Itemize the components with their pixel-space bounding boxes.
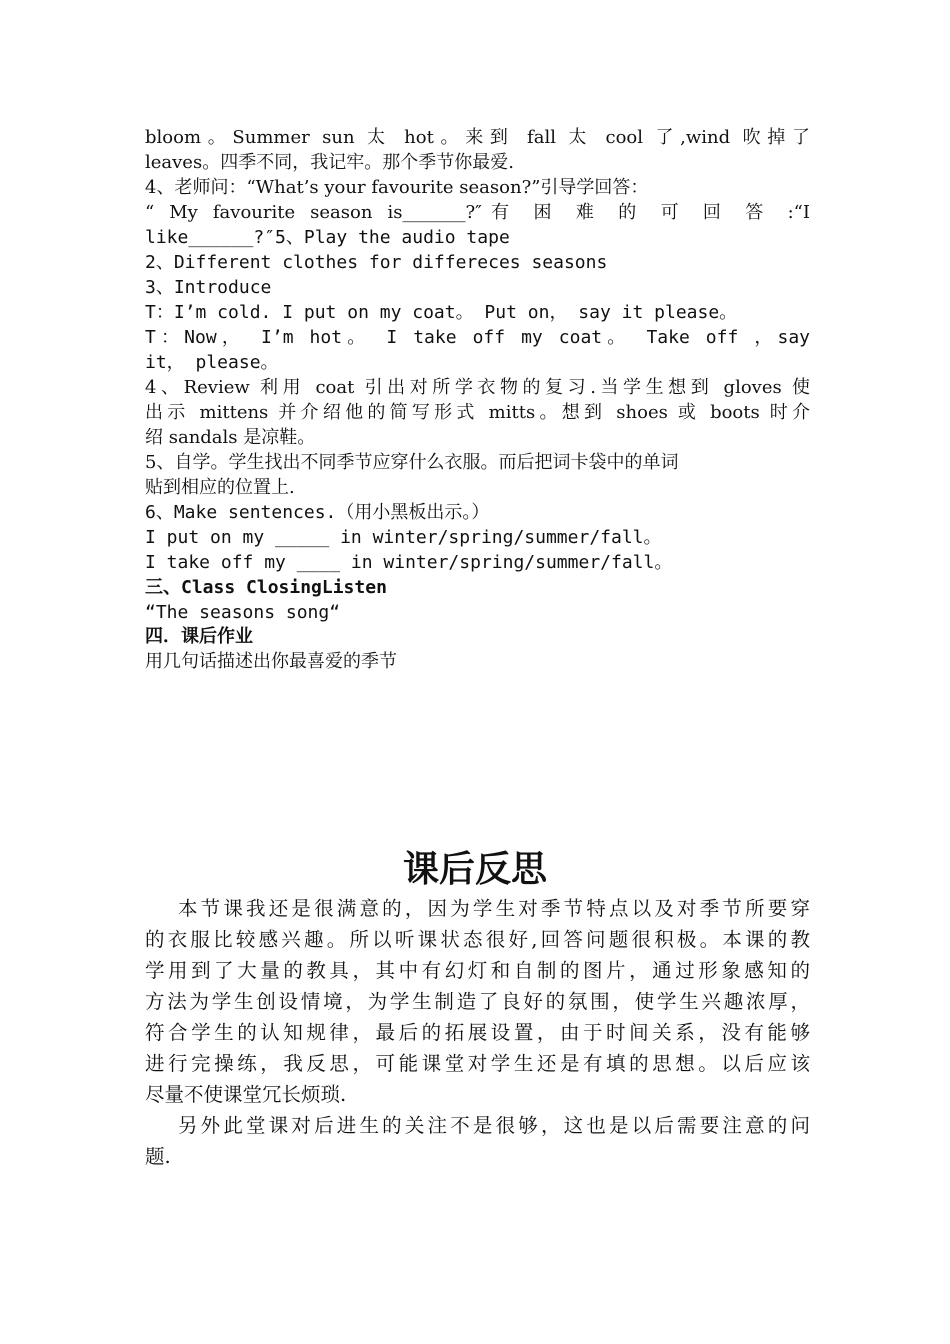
reflection-line: 另外此堂课对后进生的关注不是很够，这也是以后需要注意的问 xyxy=(178,1114,810,1137)
lesson-line: “ My favourite season is_______?″有 困 难 的 可 回 答 :“I xyxy=(145,202,810,223)
reflection-line: 题. xyxy=(145,1145,171,1168)
lesson-line: leaves。四季不同，我记牢。那个季节你最爱. xyxy=(145,152,514,173)
reflection-line: 尽量不使课堂冗长烦琐. xyxy=(145,1083,347,1106)
lesson-line: I take off my ____ in winter/spring/summer/fall。 xyxy=(145,552,673,573)
reflection-line: 本节课我还是很满意的，因为学生对季节特点以及对季节所要穿 xyxy=(178,897,810,920)
section-heading-homework: 四．课后作业 xyxy=(145,626,253,647)
song-line: “The seasons song“ xyxy=(145,602,341,623)
reflection-line: 的衣服比较感兴趣。所以听课状态很好,回答问题很积极。本课的教 xyxy=(145,928,810,951)
reflection-line: 方法为学生创设情境，为学生制造了良好的氛围，使学生兴趣浓厚， xyxy=(145,990,810,1013)
section-heading-class-closing: 三、Class ClosingListen xyxy=(145,577,387,598)
lesson-line: 4、老师问：“What’s your favourite season?”引导学回答： xyxy=(145,177,649,198)
lesson-line: 5、自学。学生找出不同季节应穿什么衣服。而后把词卡袋中的单词 xyxy=(145,452,679,473)
lesson-line: bloom。Summer sun 太 hot。来到 fall 太 cool 了,wind 吹掉了 xyxy=(145,127,810,148)
reflection-paragraph-2 xyxy=(145,1110,810,1172)
lesson-line: T：I’m cold. I put on my coat。 Put on， say it please。 xyxy=(145,302,738,323)
lesson-line: 出示 mittens 并介绍他的简写形式 mitts。想到 shoes 或 boots 时介 xyxy=(145,402,810,423)
reflection-title: 课后反思 xyxy=(402,849,547,890)
lesson-line: I put on my _____ in winter/spring/summer/fall。 xyxy=(145,527,662,548)
lesson-line: 6、Make sentences.（用小黑板出示。） xyxy=(145,502,490,523)
lesson-line: 2、Different clothes for differeces seasons xyxy=(145,252,608,273)
lesson-line: it， please。 xyxy=(145,352,279,373)
lesson-line: 4、Review 利用 coat 引出对所学衣物的复习.当学生想到 gloves 使 xyxy=(145,377,810,398)
reflection-line: 进行完操练，我反思，可能课堂对学生还是有填的思想。以后应该 xyxy=(145,1052,810,1075)
lesson-line: 贴到相应的位置上. xyxy=(145,477,295,498)
lesson-line: 绍 sandals 是凉鞋。 xyxy=(145,427,316,448)
reflection-line: 符合学生的认知规律，最后的拓展设置，由于时间关系，没有能够 xyxy=(145,1021,810,1044)
lesson-line: like______?″5、Play the audio tape xyxy=(145,227,510,248)
reflection-paragraph-1 xyxy=(145,893,810,1110)
lesson-line: T：Now， I’m hot。 I take off my coat。 Take off ，say xyxy=(145,327,810,348)
lesson-line: 3、Introduce xyxy=(145,277,272,298)
reflection-line: 学用到了大量的教具，其中有幻灯和自制的图片，通过形象感知的 xyxy=(145,959,810,982)
homework-text: 用几句话描述出你最喜爱的季节 xyxy=(145,651,397,672)
